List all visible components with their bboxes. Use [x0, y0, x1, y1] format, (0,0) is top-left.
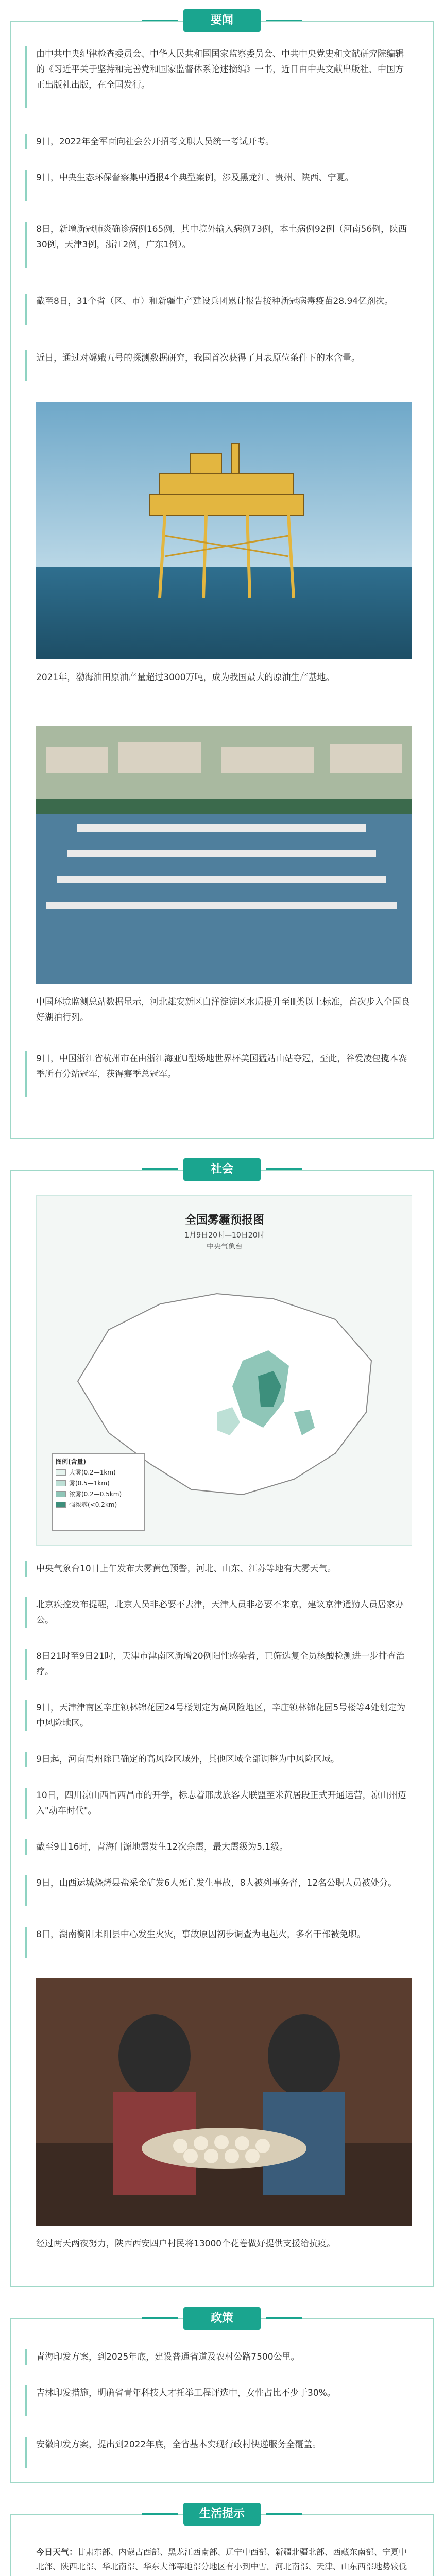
fog-legend-swatch [56, 1480, 66, 1486]
society-item-7: 截至9日16时，青海门源地震发生12次余震，最大震级为5.1级。 [36, 1839, 412, 1855]
weather-note-label: 今日天气： [36, 2547, 78, 2557]
lake-caption: 中国环境监测总站数据显示，河北雄安新区白洋淀淀区水质提升至Ⅲ类以上标准，首次步入全国良好湖泊行列。 [36, 997, 410, 1023]
weather-note [36, 2545, 412, 2576]
fog-legend-swatch [56, 1469, 66, 1476]
news-item-7: 9日，中国浙江省杭州市在由浙江海亚U型场地世界杯美国猛站山站夺冠，至此，谷爱凌包揽本赛季所有分站冠军，获得赛季总冠军。 [36, 1051, 412, 1097]
policy-item-3: 安徽印发方案，提出到2022年底，全省基本实现行政村快递服务全覆盖。 [36, 2437, 412, 2468]
society-item-4: 9日，天津津南区辛庄镇林锦花园24号楼划定为高风险地区，辛庄镇林锦花园5号楼等4处划定为中风险地区。 [36, 1700, 412, 1731]
fog-forecast-map [36, 1195, 412, 1546]
fog-legend-1: 大雾(0.2—1km) [69, 1469, 116, 1476]
society-item-1: 中央气象台10日上午发布大雾黄色预警，河北、山东、江苏等地有大雾天气。 [36, 1561, 412, 1577]
fog-legend-swatch [56, 1502, 66, 1508]
weather-note-text: 甘肃东部、内蒙古西部、黑龙江西南部、辽宁中西部、新疆北疆北部、西藏东南部、宁夏中北部、陕西北部、华北南部、华东大部等地部分地区有小到中雪。河北南部、天津、山东西部地势较低 [36, 2547, 407, 2571]
society-item-8: 9日，山西运城烧烤县盐采金矿发6人死亡发生事故，8人被列事务督，12名公职人员被处分。 [36, 1875, 412, 1906]
life-section-title: 生活提示 [183, 2503, 261, 2526]
society-section-title: 社会 [183, 1158, 261, 1181]
fog-legend-4: 强浓雾(<0.2km) [69, 1501, 117, 1509]
news-item-1: 由中共中央纪律检查委员会、中华人民共和国国家监察委员会、中共中央党史和文献研究院编辑的《习近平关于坚持和完善党和国家监督体系论述摘编》一书，近日由中央文献出版社、中国方正出版社出版，在全国发行。 [36, 46, 412, 108]
fog-legend-title: 图例(含量) [56, 1458, 86, 1465]
oil-platform-photo [36, 402, 412, 659]
fog-legend [52, 1453, 145, 1531]
people-caption: 经过两天两夜努力，陕西西安四户村民将13000个花卷做好提供支援给抗疫。 [36, 2239, 336, 2249]
news-section-title: 要闻 [183, 9, 261, 32]
fog-map-title: 全国雾霾预报图 [184, 1214, 264, 1227]
news-item-5: 截至8日，31个省（区、市）和新疆生产建设兵团累计报告接种新冠病毒疫苗28.94亿剂次。 [36, 294, 412, 325]
people-photo [36, 1978, 412, 2226]
news-item-6: 近日，通过对嫦娥五号的探测数据研究，我国首次获得了月表原位条件下的水含量。 [36, 350, 412, 381]
fog-map-subtitle: 1月9日20时—10日20时 [184, 1231, 265, 1240]
lake-photo [36, 726, 412, 984]
society-item-3: 8日21时至9日21时，天津市津南区新增20例阳性感染者，已筛选复全员核酸检测进一步排查治疗。 [36, 1649, 412, 1680]
society-item-9: 8日，湖南衡阳耒阳县中心发生火灾，事故原因初步调查为电起火，多名干部被免职。 [36, 1927, 412, 1958]
news-item-3: 9日，中央生态环保督察集中通报4个典型案例，涉及黑龙江、贵州、陕西、宁夏。 [36, 170, 412, 201]
oil-caption: 2021年，渤海油田原油产量超过3000万吨，成为我国最大的原油生产基地。 [36, 672, 335, 683]
policy-item-2: 吉林印发措施，明确省青年科技人才托举工程评选中，女性占比不少于30%。 [36, 2385, 412, 2416]
policy-item-1: 青海印发方案，到2025年底，建设普通省道及农村公路7500公里。 [36, 2349, 412, 2365]
news-item-4: 8日，新增新冠肺炎确诊病例165例，其中境外输入病例73例，本土病例92例（河南56例，陕西30例，天津3例，浙江2例，广东1例）。 [36, 222, 412, 268]
fog-legend-swatch [56, 1491, 66, 1497]
society-item-2: 北京疾控发布提醒，北京人员非必要不去津，天津人员非必要不来京，建议京津通勤人员居家办公。 [36, 1597, 412, 1628]
news-item-2: 9日，2022年全军面向社会公开招考文职人员统一考试开考。 [36, 134, 412, 149]
fog-legend-3: 浓雾(0.2—0.5km) [69, 1490, 122, 1498]
society-item-6: 10日，四川凉山西昌西昌市的开学，标志着邢成旅客大联盟至米黄居段正式开通运营，凉山州迈入"动车时代"。 [36, 1788, 412, 1819]
policy-section-title: 政策 [183, 2307, 261, 2330]
fog-legend-2: 雾(0.5—1km) [69, 1480, 110, 1487]
fog-map-center: 中央气象台 [207, 1243, 243, 1251]
society-item-5: 9日起，河南禹州除已确定的高风险区域外，其他区域全部调整为中风险区域。 [36, 1752, 412, 1767]
